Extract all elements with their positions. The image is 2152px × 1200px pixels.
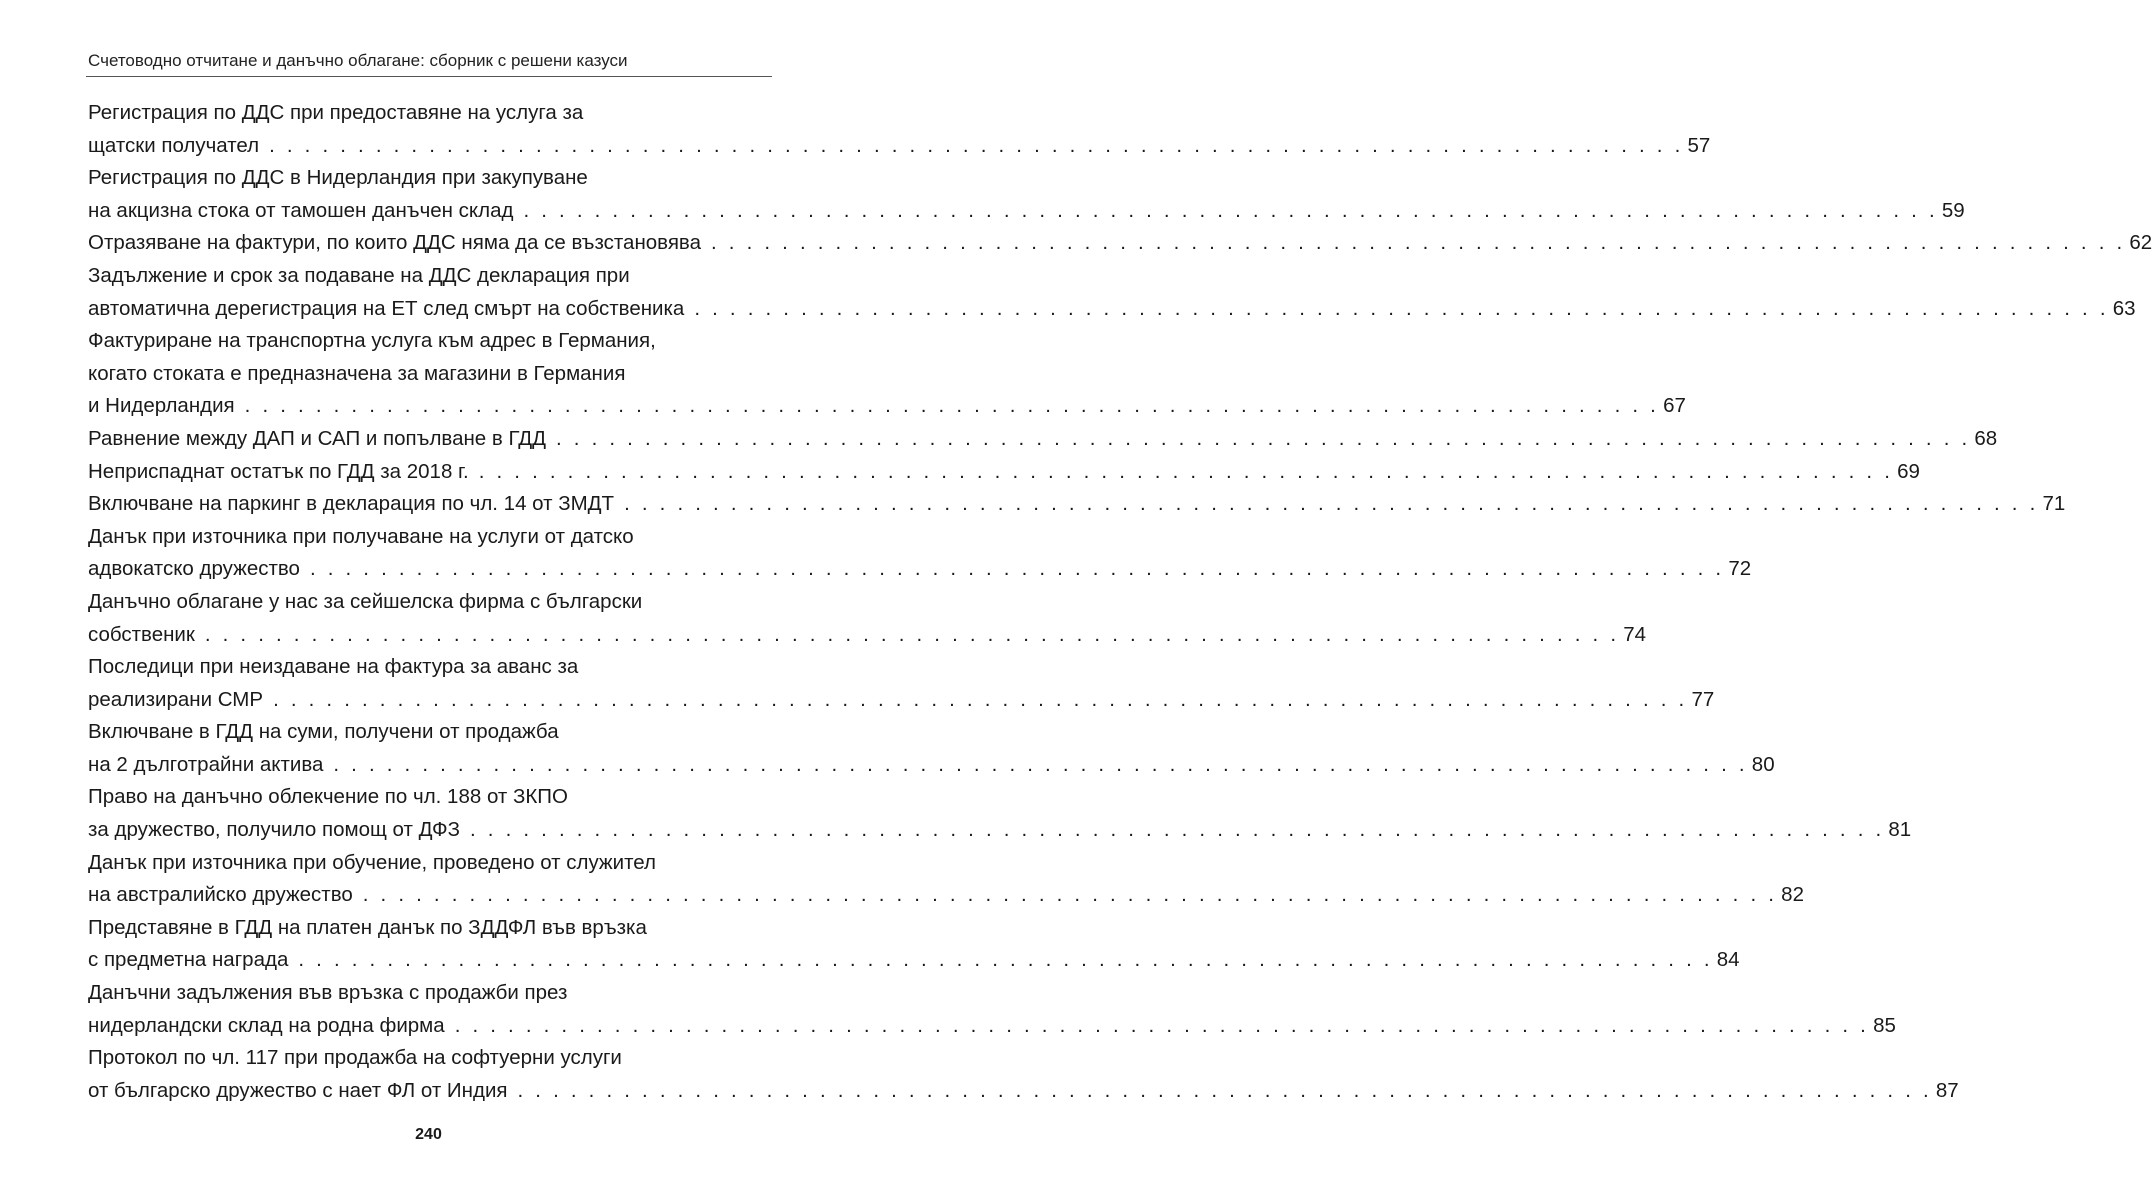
toc-entry-last-line bbox=[88, 456, 1920, 489]
toc-entry[interactable] bbox=[88, 423, 1998, 456]
dot-leader: . . . . . . . . . . . . . . . . . . . . . . . . . . . . . . . . . . . . . . . . . . . . . . . . . . . . . . . . . . . . . . . . . . . . . . . . . . . . . . . . bbox=[244, 394, 1660, 418]
toc-entry-title-line: собственик bbox=[88, 622, 195, 646]
toc-entry[interactable] bbox=[88, 456, 1920, 489]
dot-leader: . . . . . . . . . . . . . . . . . . . . . . . . . . . . . . . . . . . . . . . . . . . . . . . . . . . . . . . . . . . . . . . . . . . . . . . . . . . . . . . . bbox=[694, 296, 2109, 320]
toc-entry[interactable] bbox=[88, 651, 1715, 716]
dot-leader: . . . . . . . . . . . . . . . . . . . . . . . . . . . . . . . . . . . . . . . . . . . . . . . . . . . . . . . . . . . . . . . . . . . . . . . . . . . . . . . . bbox=[624, 492, 2039, 516]
dot-leader: . . . . . . . . . . . . . . . . . . . . . . . . . . . . . . . . . . . . . . . . . . . . . . . . . . . . . . . . . . . . . . . . . . . . . . . . . . . . . . . . bbox=[454, 1013, 1870, 1037]
toc-entry-last-line bbox=[88, 879, 1804, 912]
toc-entry[interactable] bbox=[88, 162, 1965, 227]
toc-page-number: 72 bbox=[1728, 557, 1752, 581]
toc-entry-title-line: за дружество, получило помощ от ДФЗ bbox=[88, 818, 460, 842]
dot-leader: . . . . . . . . . . . . . . . . . . . . . . . . . . . . . . . . . . . . . . . . . . . . . . . . . . . . . . . . . . . . . . . . . . . . . . . . . . . . . . . . bbox=[362, 883, 1778, 907]
toc-entry-last-line bbox=[88, 130, 1711, 163]
page-number: 240 bbox=[415, 1126, 442, 1143]
toc-entry-title-line: от българско дружество с нает ФЛ от Индия bbox=[88, 1078, 508, 1102]
dot-leader: . . . . . . . . . . . . . . . . . . . . . . . . . . . . . . . . . . . . . . . . . . . . . . . . . . . . . . . . . . . . . . . . . . . . . . . . . . . . . . . . bbox=[309, 557, 1725, 581]
toc-entry-last-line bbox=[88, 390, 1686, 423]
dot-leader: . . . . . . . . . . . . . . . . . . . . . . . . . . . . . . . . . . . . . . . . . . . . . . . . . . . . . . . . . . . . . . . . . . . . . . . . . . . . . . . . bbox=[555, 426, 1971, 450]
toc-entry-title-line: Данъчно облагане у нас за сейшелска фирма с български bbox=[88, 589, 643, 613]
dot-leader: . . . . . . . . . . . . . . . . . . . . . . . . . . . . . . . . . . . . . . . . . . . . . . . . . . . . . . . . . . . . . . . . . . . . . . . . . . . . . . . . bbox=[298, 948, 1713, 972]
dot-leader: . . . . . . . . . . . . . . . . . . . . . . . . . . . . . . . . . . . . . . . . . . . . . . . . . . . . . . . . . . . . . . . . . . . . . . . . . . . . . . . . bbox=[333, 752, 1748, 776]
toc-page-number: 74 bbox=[1623, 622, 1647, 646]
toc-entry-last-line bbox=[88, 749, 1775, 782]
toc-entry-title-line: когато стоката е предназначена за магазини в Германия bbox=[88, 361, 626, 385]
toc-entry-title-line: на австралийско дружество bbox=[88, 883, 353, 907]
toc-entry-title-line: Неприспаднат остатък по ГДД за 2018 г. bbox=[88, 459, 469, 483]
toc-page-number: 62 bbox=[2129, 231, 2152, 255]
toc-entry-title-line: с предметна награда bbox=[88, 948, 289, 972]
toc-entry-title-line: Данъчни задължения във връзка с продажби през bbox=[88, 981, 568, 1005]
dot-leader: . . . . . . . . . . . . . . . . . . . . . . . . . . . . . . . . . . . . . . . . . . . . . . . . . . . . . . . . . . . . . . . . . . . . . . . . . . . . . . . . bbox=[269, 133, 1684, 157]
toc-entry[interactable] bbox=[88, 521, 1752, 586]
toc-entry-last-line bbox=[88, 227, 2152, 260]
toc-page-number: 68 bbox=[1974, 426, 1998, 450]
toc-entry-title-line: Право на данъчно облекчение по чл. 188 от ЗКПО bbox=[88, 785, 568, 809]
toc-entry[interactable] bbox=[88, 488, 2066, 521]
dot-leader: . . . . . . . . . . . . . . . . . . . . . . . . . . . . . . . . . . . . . . . . . . . . . . . . . . . . . . . . . . . . . . . . . . . . . . . . . . . . . . . . bbox=[711, 231, 2126, 255]
toc-entry-last-line bbox=[88, 293, 2136, 326]
toc-page-number: 71 bbox=[2042, 492, 2066, 516]
toc-entry-title-line: Регистрация по ДДС в Нидерландия при закупуване bbox=[88, 166, 588, 190]
toc-entry-last-line bbox=[88, 944, 1740, 977]
toc-page-number: 84 bbox=[1716, 948, 1740, 972]
dot-leader: . . . . . . . . . . . . . . . . . . . . . . . . . . . . . . . . . . . . . . . . . . . . . . . . . . . . . . . . . . . . . . . . . . . . . . . . . . . . . . . . bbox=[517, 1078, 1932, 1102]
toc-entry-title-line: Задължение и срок за подаване на ДДС декларация при bbox=[88, 263, 630, 287]
dot-leader: . . . . . . . . . . . . . . . . . . . . . . . . . . . . . . . . . . . . . . . . . . . . . . . . . . . . . . . . . . . . . . . . . . . . . . . . . . . . . . . . bbox=[273, 687, 1688, 711]
running-header: Счетоводно отчитане и данъчно облагане: сборник с решени казуси bbox=[88, 51, 628, 70]
toc-entry-last-line bbox=[88, 423, 1998, 456]
toc-entry-title-line: Отразяване на фактури, по които ДДС няма да се възстановява bbox=[88, 231, 701, 255]
toc-entry[interactable] bbox=[88, 977, 1896, 1042]
toc-page-number: 85 bbox=[1873, 1013, 1896, 1037]
toc-page-number: 81 bbox=[1888, 818, 1912, 842]
toc-page-number: 80 bbox=[1751, 752, 1775, 776]
toc-entry-last-line bbox=[88, 619, 1647, 652]
toc-entry-title-line: Фактуриране на транспортна услуга към адрес в Германия, bbox=[88, 329, 656, 353]
toc-entry-last-line bbox=[88, 814, 1912, 847]
toc-entry-title-line: Последици при неиздаване на фактура за аванс за bbox=[88, 655, 579, 679]
toc-page-number: 69 bbox=[1897, 459, 1920, 483]
toc-entry-title-line: Данък при източника при получаване на услуги от датско bbox=[88, 524, 634, 548]
toc-entry-title-line: Представяне в ГДД на платен данък по ЗДДФЛ във връзка bbox=[88, 915, 647, 939]
toc-entry-title-line: адвокатско дружество bbox=[88, 557, 300, 581]
toc-entry[interactable] bbox=[88, 781, 1912, 846]
table-of-contents bbox=[88, 97, 2152, 1107]
toc-entry-title-line: и Нидерландия bbox=[88, 394, 235, 418]
toc-page-number: 67 bbox=[1663, 394, 1686, 418]
dot-leader: . . . . . . . . . . . . . . . . . . . . . . . . . . . . . . . . . . . . . . . . . . . . . . . . . . . . . . . . . . . . . . . . . . . . . . . . . . . . . . . . bbox=[478, 459, 1894, 483]
toc-entry-title-line: Включване в ГДД на суми, получени от продажба bbox=[88, 720, 559, 744]
toc-entry-last-line bbox=[88, 195, 1965, 228]
toc-entry[interactable] bbox=[88, 912, 1740, 977]
toc-entry-last-line bbox=[88, 684, 1715, 717]
toc-entry[interactable] bbox=[88, 97, 1711, 162]
toc-entry[interactable] bbox=[88, 1042, 1959, 1107]
toc-entry-title-line: щатски получател bbox=[88, 133, 260, 157]
toc-page-number: 82 bbox=[1781, 883, 1804, 907]
dot-leader: . . . . . . . . . . . . . . . . . . . . . . . . . . . . . . . . . . . . . . . . . . . . . . . . . . . . . . . . . . . . . . . . . . . . . . . . . . . . . . . . bbox=[470, 818, 1885, 842]
toc-entry-last-line bbox=[88, 1010, 1896, 1043]
toc-page-number: 77 bbox=[1691, 687, 1715, 711]
toc-page-number: 63 bbox=[2112, 296, 2136, 320]
toc-entry[interactable] bbox=[88, 716, 1775, 781]
toc-entry[interactable] bbox=[88, 586, 1647, 651]
toc-page-number: 59 bbox=[1941, 198, 1965, 222]
toc-entry-title-line: реализирани СМР bbox=[88, 687, 264, 711]
toc-entry-title-line: на акцизна стока от тамошен данъчен склад bbox=[88, 198, 514, 222]
dot-leader: . . . . . . . . . . . . . . . . . . . . . . . . . . . . . . . . . . . . . . . . . . . . . . . . . . . . . . . . . . . . . . . . . . . . . . . . . . . . . . . . bbox=[523, 198, 1938, 222]
toc-entry-last-line bbox=[88, 1075, 1959, 1108]
toc-entry-title-line: на 2 дълготрайни актива bbox=[88, 752, 324, 776]
toc-entry-title-line: автоматична дерегистрация на ЕТ след смърт на собственика bbox=[88, 296, 685, 320]
toc-entry-title-line: Протокол по чл. 117 при продажба на софтуерни услуги bbox=[88, 1046, 622, 1070]
toc-entry[interactable] bbox=[88, 227, 2152, 260]
toc-entry-title-line: Регистрация по ДДС при предоставяне на услуга за bbox=[88, 101, 584, 124]
toc-entry-last-line bbox=[88, 488, 2066, 521]
toc-page-number: 57 bbox=[1687, 133, 1711, 157]
toc-entry-title-line: Включване на паркинг в декларация по чл. 14 от ЗМДТ bbox=[88, 492, 615, 516]
toc-entry-last-line bbox=[88, 553, 1752, 586]
toc-entry-title-line: Равнение между ДАП и САП и попълване в ГДД bbox=[88, 426, 546, 450]
toc-entry[interactable] bbox=[88, 260, 2136, 325]
toc-page-number: 87 bbox=[1935, 1078, 1959, 1102]
toc-entry-title-line: нидерландски склад на родна фирма bbox=[88, 1013, 445, 1037]
dot-leader: . . . . . . . . . . . . . . . . . . . . . . . . . . . . . . . . . . . . . . . . . . . . . . . . . . . . . . . . . . . . . . . . . . . . . . . . . . . . . . . . bbox=[204, 622, 1620, 646]
toc-entry[interactable] bbox=[88, 325, 1686, 423]
toc-entry[interactable] bbox=[88, 847, 1804, 912]
header-divider bbox=[86, 76, 772, 77]
toc-entry-title-line: Данък при източника при обучение, проведено от служител bbox=[88, 850, 656, 874]
